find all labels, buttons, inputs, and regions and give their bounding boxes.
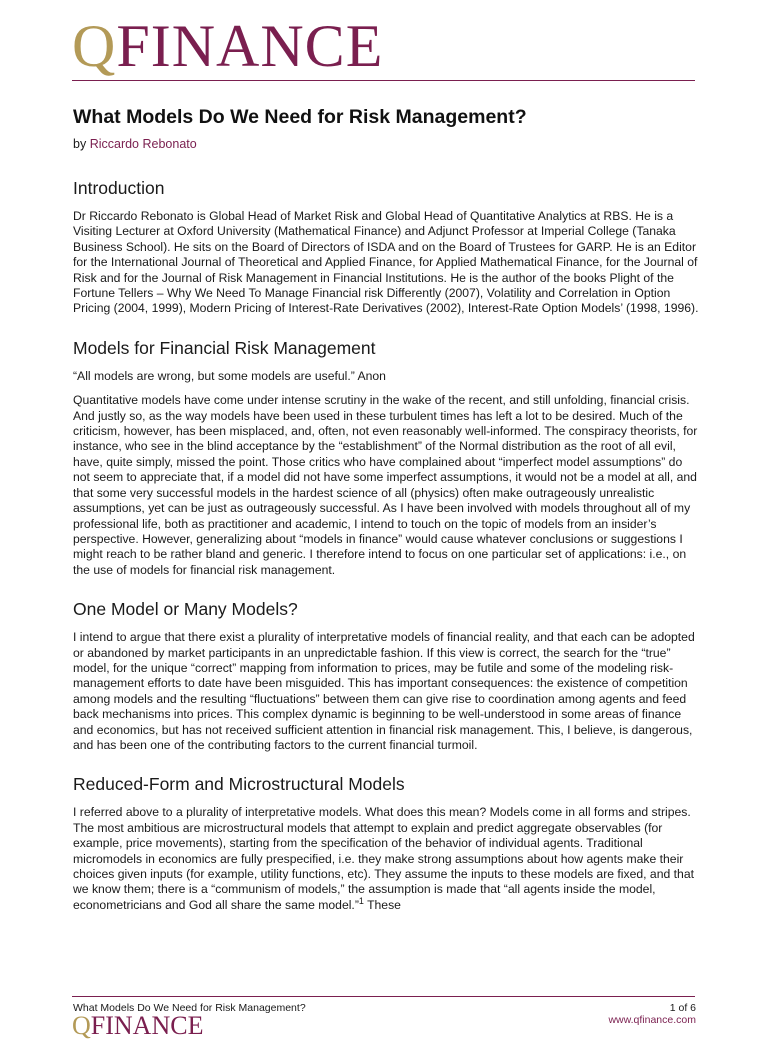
- by-label: by: [73, 137, 87, 151]
- reduced-form-paragraph: [73, 805, 699, 913]
- heading-reduced-form: Reduced-Form and Microstructural Models: [73, 774, 405, 795]
- heading-one-or-many: One Model or Many Models?: [73, 599, 298, 620]
- logo-q: Q: [72, 13, 117, 79]
- intro-paragraph: Dr Riccardo Rebonato is Global Head of Market Risk and Global Head of Quantitative Analytics at RBS. He is a Visiting Lecturer at Oxford University (Mathematical Finance) and Adjunct Professor at Imperial College (Tanaka Business School). He sits on the Board of Directors of ISDA and on the Board of Trustees for GARP. He is an Editor for the International Journal of Theoretical and Applied Finance, for Applied Mathematical Finance, for the Journal of Risk and for the Journal of Risk Management in Financial Institutions. He is the author of the books Plight of the Fortune Tellers – Why We Need To Manage Financial risk Differently (2007), Volatility and Correlation in Option Pricing (2004, 1999), Modern Pricing of Interest-Rate Derivatives (2002), Interest-Rate Option Models’ (1998, 1996).: [73, 209, 699, 316]
- logo-finance: FINANCE: [116, 13, 384, 79]
- page-number: 1 of 6: [669, 1002, 696, 1014]
- qfinance-logo: [72, 14, 383, 78]
- byline: [73, 136, 699, 152]
- footer-url[interactable]: www.qfinance.com: [608, 1014, 696, 1026]
- footer-logo: [72, 1011, 204, 1040]
- models-quote: “All models are wrong, but some models are useful.” Anon: [73, 368, 386, 383]
- article-title: What Models Do We Need for Risk Management?: [73, 106, 527, 128]
- footnote-marker[interactable]: 1: [358, 895, 364, 906]
- header-divider: [72, 80, 695, 81]
- article-body: [73, 103, 699, 913]
- footer-divider: [72, 996, 695, 997]
- author-link[interactable]: Riccardo Rebonato: [89, 137, 197, 151]
- heading-models-risk: Models for Financial Risk Management: [73, 337, 376, 358]
- footer-logo-finance: FINANCE: [90, 1011, 204, 1040]
- reduced-form-tail: These: [363, 897, 401, 912]
- footer-logo-q: Q: [72, 1011, 91, 1040]
- reduced-form-text: I referred above to a plurality of interpretative models. What does this mean? Models come in all forms and stripes. The most ambitious are microstructural models that attempt to explain and predict aggregate observables (for example, price movements), starting from the specification of the behavior of individual agents. Traditional micromodels in economics are fully prespecified, i.e. they make strong assumptions about how agents make their choices given inputs (for example, utility functions, etc). They assume the inputs to these models are fixed, and that we know them; there is a “communism of models,” the assumption is made that “all agents inside the model, econometricians and God all share the same model.”: [73, 805, 694, 912]
- heading-introduction: Introduction: [73, 178, 165, 198]
- one-or-many-paragraph: I intend to argue that there exist a plurality of interpretative models of financial reality, and that each can be adopted or abandoned by market participants in an unpredictable fashion. If this view is correct, the search for the “true” model, for the unique “correct” mapping from information to prices, may be futile and some of the modeling risk-management efforts to date have been misguided. This has important consequences: the existence of competition among models and the resulting “fluctuations” between them can give rise to coordination among agents and feed back mechanisms into prices. This complex dynamic is beginning to be well-understood in some areas of finance and economics, but has not received sufficient attention in financial risk management. This, I believe, is dangerous, and has been one of the contributing factors to the current financial turmoil.: [73, 630, 695, 752]
- models-paragraph: Quantitative models have come under intense scrutiny in the wake of the recent, and still unfolding, financial crisis. And justly so, as the way models have been used in these turbulent times has left a lot to be desired. Much of the criticism, however, has been misplaced, and, often, not even reasonably well-informed. The conspiracy theorists, for instance, who see in the blind acceptance by the “establishment” of the Normal distribution as the root of all evil, have, quite simply, missed the point. Those critics who have complained about “imperfect model assumptions” do not seem to appreciate that, if a model did not have some imperfect assumptions, it would not be a model at all, and that some very successful models in the hardest science of all (physics) often make outrageously unrealistic assumptions, yet can be just as outrageously successful. As I have been involved with models throughout all of my professional life, both as practitioner and academic, I intend to touch on the topic of models from an insider’s perspective. However, generalizing about “models in finance” would cause whatever conclusions or suggestions I might reach to be rather bland and generic. I therefore intend to focus on one particular set of applications: i.e., on the use of models for financial risk management.: [73, 393, 698, 577]
- footer-title: What Models Do We Need for Risk Management?: [73, 1002, 306, 1014]
